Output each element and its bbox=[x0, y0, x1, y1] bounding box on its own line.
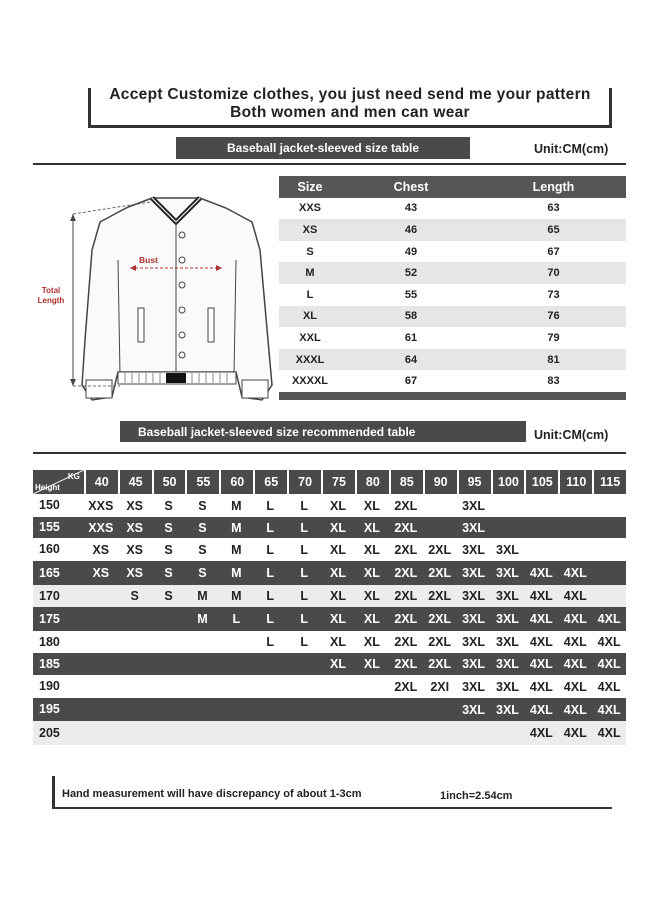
rec-table-cell: S bbox=[198, 520, 207, 535]
rec-table-cell: 4XL bbox=[529, 702, 553, 717]
size-table-cell: 67 bbox=[547, 245, 560, 258]
total-length-line-2: Length bbox=[37, 296, 65, 305]
corner-height-label: Height bbox=[35, 483, 60, 492]
rec-table-cell: 4XL bbox=[529, 612, 553, 626]
size-table-cell: 73 bbox=[547, 288, 560, 301]
size-table-banner: Baseball jacket-sleeved size table bbox=[176, 137, 470, 159]
rec-table-row bbox=[33, 538, 626, 561]
rec-table-height-cell: 155 bbox=[39, 520, 60, 534]
rec-table-cell: 2XL bbox=[394, 542, 418, 557]
rec-table-cell: L bbox=[300, 542, 308, 557]
rec-table-height-cell: 195 bbox=[39, 702, 60, 716]
rec-table-cell: 3XL bbox=[496, 635, 519, 649]
size-table-cell: 49 bbox=[404, 245, 418, 258]
rec-table-cell: 3XL bbox=[462, 520, 486, 535]
size-table-cell: L bbox=[306, 288, 314, 301]
rec-table-weight-header: 55 bbox=[185, 470, 219, 494]
rec-table-cell: 4XL bbox=[563, 589, 587, 603]
size-table-cell: 46 bbox=[404, 223, 418, 236]
rec-table-cell: XL bbox=[363, 657, 380, 671]
rec-table-weight-header: 100 bbox=[491, 470, 525, 494]
rec-table-height-cell: 175 bbox=[39, 612, 60, 626]
rec-table-height-cell: 170 bbox=[39, 589, 60, 603]
size-table-cell: 67 bbox=[404, 375, 418, 388]
size-table-cell: 76 bbox=[547, 310, 560, 323]
rec-table-cell: L bbox=[300, 612, 308, 626]
rec-table-cell: 2XL bbox=[394, 520, 418, 535]
rec-table-cell: 4XL bbox=[597, 702, 621, 717]
rec-table-weight-header: 110 bbox=[558, 470, 592, 494]
rec-table-cell: 3XL bbox=[496, 702, 519, 717]
rec-table-cell: 4XL bbox=[597, 679, 621, 694]
size-table-row bbox=[279, 327, 626, 349]
rec-table-weight-header: 85 bbox=[389, 470, 423, 494]
rec-table-cell: 4XL bbox=[563, 679, 587, 694]
size-table-row bbox=[279, 284, 626, 306]
rec-table-cell: 2XL bbox=[428, 589, 452, 603]
rec-table-cell: L bbox=[300, 635, 308, 649]
rec-table-weight-header: 90 bbox=[423, 470, 457, 494]
rec-table-cell: 3XL bbox=[496, 679, 519, 694]
rec-table-cell: XL bbox=[330, 520, 347, 535]
size-table-row bbox=[279, 349, 626, 371]
rec-table-cell: XS bbox=[126, 498, 144, 513]
rec-table-weight-header: 95 bbox=[457, 470, 491, 494]
rec-table-cell: 2XL bbox=[394, 657, 418, 671]
rec-table-cell: 2XL bbox=[428, 657, 452, 671]
size-table-cell: XXXL bbox=[295, 353, 325, 366]
rec-table-cell: 3XL bbox=[462, 702, 486, 717]
rec-table-row bbox=[33, 631, 626, 653]
header-line-1: Accept Customize clothes, you just need send me your pattern bbox=[109, 86, 591, 103]
size-table-col-header: Length bbox=[532, 179, 575, 194]
size-table-cell: 70 bbox=[547, 267, 560, 280]
footer-note: Hand measurement will have discrepancy of about 1-3cm bbox=[62, 788, 362, 800]
rec-table-cell: S bbox=[164, 520, 173, 535]
rec-table-cell: L bbox=[300, 520, 308, 535]
rec-table-corner bbox=[33, 470, 84, 494]
rec-table-cell: 2XL bbox=[394, 566, 418, 580]
rec-table-row bbox=[33, 698, 626, 721]
rec-table-cell: 4XL bbox=[529, 566, 553, 580]
rec-table-cell: XL bbox=[330, 657, 347, 671]
rec-table-cell: 4XL bbox=[597, 635, 621, 649]
rec-table-cell: 3XL bbox=[496, 657, 519, 671]
rec-table-cell: S bbox=[198, 566, 207, 580]
size-table-cell: 61 bbox=[404, 331, 418, 344]
rec-table-cell: L bbox=[300, 498, 308, 513]
rec-table-cell: 2XL bbox=[428, 542, 452, 557]
bust-label: Bust bbox=[139, 255, 158, 265]
rec-table-banner: Baseball jacket-sleeved size recommended table bbox=[120, 421, 526, 442]
rec-table-weight-header: 50 bbox=[152, 470, 186, 494]
total-length-label bbox=[33, 286, 69, 306]
size-table-row bbox=[279, 262, 626, 284]
rec-table-cell: 2XL bbox=[394, 498, 418, 513]
size-table-cell: 52 bbox=[404, 267, 418, 280]
rec-table-cell: L bbox=[266, 566, 275, 580]
rec-table-row bbox=[33, 607, 626, 631]
rec-table-cell: M bbox=[231, 520, 242, 535]
size-table-cell: XXL bbox=[299, 331, 321, 344]
rec-table-weight-header: 80 bbox=[355, 470, 389, 494]
rec-table-cell: XL bbox=[363, 589, 380, 603]
rec-table-cell: XL bbox=[363, 542, 380, 557]
rec-table-cell: S bbox=[130, 589, 139, 603]
rec-table-cell: 2XL bbox=[394, 589, 418, 603]
rec-table-row bbox=[33, 517, 626, 538]
size-table-cell: 79 bbox=[547, 331, 560, 344]
rec-table-cell: 3XL bbox=[496, 589, 519, 603]
rec-table-cell: XL bbox=[330, 542, 347, 557]
rec-table-cell: 4XL bbox=[563, 635, 587, 649]
rec-table-cell: 3XL bbox=[496, 566, 519, 580]
rec-table-weight-header: 65 bbox=[253, 470, 287, 494]
rec-table-cell: 4XL bbox=[563, 726, 587, 740]
size-table-cell: 43 bbox=[404, 202, 418, 215]
size-table-cell: 81 bbox=[547, 353, 560, 366]
rec-table-cell: S bbox=[164, 566, 173, 580]
rec-table-cell: XS bbox=[126, 542, 144, 557]
rec-table-height-cell: 150 bbox=[39, 498, 60, 512]
rec-table-weight-header: 60 bbox=[219, 470, 253, 494]
rec-table-cell: 3XL bbox=[496, 612, 519, 626]
size-table-col-header: Size bbox=[297, 179, 323, 194]
size-table-cell: XS bbox=[302, 223, 318, 236]
rec-table-height-cell: 165 bbox=[39, 566, 60, 580]
rec-table-row bbox=[33, 494, 626, 517]
divider bbox=[33, 452, 626, 454]
size-table-cell: 65 bbox=[547, 223, 560, 236]
rec-table-cell: XL bbox=[363, 566, 380, 580]
rec-table-cell: M bbox=[231, 566, 242, 580]
rec-table-cell: XL bbox=[363, 520, 380, 535]
size-table-footer-bar bbox=[279, 392, 626, 400]
rec-table-cell: S bbox=[164, 498, 173, 513]
rec-table-cell: XXS bbox=[88, 498, 114, 513]
rec-table-cell: M bbox=[231, 498, 242, 513]
rec-table-cell: L bbox=[266, 589, 275, 603]
rec-table-cell: XL bbox=[330, 589, 347, 603]
rec-table-weight-header: 115 bbox=[592, 470, 626, 494]
rec-table-weight-header: 75 bbox=[321, 470, 355, 494]
rec-table-cell: XS bbox=[126, 520, 144, 535]
size-table-cell: 64 bbox=[404, 353, 418, 366]
rec-table-row bbox=[33, 561, 626, 585]
size-table-cell: 55 bbox=[404, 288, 418, 301]
rec-table-cell: L bbox=[300, 589, 308, 603]
rec-table-cell: XL bbox=[330, 635, 347, 649]
rec-table-cell: L bbox=[266, 520, 275, 535]
rec-table-cell: L bbox=[266, 635, 275, 649]
rec-table-cell: 2XL bbox=[394, 635, 418, 649]
rec-table-row bbox=[33, 721, 626, 745]
rec-table-cell: 2XL bbox=[428, 612, 452, 626]
rec-table-cell: XS bbox=[92, 566, 110, 580]
size-table-header bbox=[279, 176, 626, 198]
rec-table-cell: 4XL bbox=[529, 635, 553, 649]
rec-table-cell: 2XL bbox=[428, 566, 452, 580]
size-table-cell: M bbox=[305, 267, 315, 280]
size-table bbox=[279, 176, 626, 400]
rec-table-cell: L bbox=[266, 612, 275, 626]
rec-table-cell: XL bbox=[330, 498, 347, 513]
rec-table-height-cell: 205 bbox=[39, 726, 60, 740]
rec-table-weight-header: 45 bbox=[118, 470, 152, 494]
rec-table-cell: 4XL bbox=[597, 657, 621, 671]
rec-table-cell: 3XL bbox=[462, 566, 486, 580]
rec-table-row bbox=[33, 653, 626, 675]
rec-table-cell: 4XL bbox=[563, 657, 587, 671]
size-table-row bbox=[279, 198, 626, 220]
corner-kg-label: KG bbox=[67, 472, 80, 481]
rec-table-cell: 3XL bbox=[462, 542, 486, 557]
size-table-cell: XL bbox=[302, 310, 318, 323]
size-table-unit: Unit:CM(cm) bbox=[534, 142, 609, 156]
rec-table-cell: S bbox=[164, 589, 173, 603]
header-line-2: Both women and men can wear bbox=[230, 104, 470, 121]
rec-table-weight-header: 105 bbox=[524, 470, 558, 494]
rec-table-cell: XL bbox=[363, 612, 380, 626]
rec-table-cell: 3XL bbox=[462, 612, 486, 626]
size-table-cell: 58 bbox=[404, 310, 418, 323]
size-table-cell: XXS bbox=[298, 202, 321, 215]
rec-table bbox=[33, 470, 626, 745]
size-table-row bbox=[279, 241, 626, 263]
size-table-cell: 63 bbox=[547, 202, 560, 215]
size-table-row bbox=[279, 219, 626, 241]
size-table-row bbox=[279, 306, 626, 328]
rec-table-height-cell: 190 bbox=[39, 679, 60, 693]
rec-table-cell: 3XL bbox=[496, 542, 519, 557]
rec-table-height-cell: 160 bbox=[39, 542, 60, 556]
rec-table-cell: M bbox=[197, 612, 208, 626]
rec-table-unit: Unit:CM(cm) bbox=[534, 428, 609, 442]
rec-table-cell: 3XL bbox=[462, 679, 486, 694]
rec-table-cell: XS bbox=[92, 542, 110, 557]
rec-table-cell: L bbox=[266, 498, 275, 513]
rec-table-weight-header: 40 bbox=[84, 470, 118, 494]
rec-table-cell: XXS bbox=[88, 520, 114, 535]
rec-table-weight-header: 70 bbox=[287, 470, 321, 494]
rec-table-height-cell: 180 bbox=[39, 635, 60, 649]
rec-table-height-cell: 185 bbox=[39, 657, 60, 671]
rec-table-cell: S bbox=[198, 498, 207, 513]
rec-table-cell: 2XL bbox=[394, 612, 418, 626]
total-length-line-1: Total bbox=[41, 286, 61, 295]
rec-table-cell: XL bbox=[363, 635, 380, 649]
rec-table-cell: 2XL bbox=[428, 635, 452, 649]
rec-table-cell: M bbox=[197, 589, 208, 603]
rec-table-cell: 2XL bbox=[394, 679, 418, 694]
rec-table-cell: 4XL bbox=[529, 589, 553, 603]
rec-table-cell: L bbox=[266, 542, 275, 557]
rec-table-cell: L bbox=[232, 612, 241, 626]
rec-table-cell: XL bbox=[330, 566, 347, 580]
rec-table-cell: 4XL bbox=[563, 566, 587, 580]
rec-table-cell: 4XL bbox=[529, 657, 553, 671]
rec-table-cell: 4XL bbox=[529, 679, 553, 694]
rec-table-cell: XS bbox=[126, 566, 144, 580]
rec-table-cell: S bbox=[164, 542, 173, 557]
size-table-cell: S bbox=[306, 245, 314, 258]
size-table-cell: XXXXL bbox=[291, 375, 329, 388]
rec-table-cell: 3XL bbox=[462, 498, 486, 513]
rec-table-cell: 4XL bbox=[563, 702, 587, 717]
rec-table-cell: 4XL bbox=[597, 612, 621, 626]
rec-table-cell: 3XL bbox=[462, 589, 486, 603]
rec-table-row bbox=[33, 585, 626, 607]
rec-table-cell: 3XL bbox=[462, 635, 486, 649]
size-table-col-header: Chest bbox=[393, 179, 429, 194]
rec-table-cell: 3XL bbox=[462, 657, 486, 671]
rec-table-cell: 4XL bbox=[529, 726, 553, 740]
size-table-cell: 83 bbox=[547, 375, 560, 388]
rec-table-cell: 2XI bbox=[430, 679, 450, 694]
rec-table-cell: S bbox=[198, 542, 207, 557]
rec-table-cell: XL bbox=[363, 498, 380, 513]
rec-table-cell: XL bbox=[330, 612, 347, 626]
divider bbox=[33, 163, 626, 165]
rec-table-cell: L bbox=[300, 566, 308, 580]
rec-table-header bbox=[33, 470, 626, 494]
rec-table-cell: M bbox=[231, 542, 242, 557]
rec-table-cell: M bbox=[231, 589, 242, 603]
size-table-row bbox=[279, 370, 626, 392]
rec-table-cell: 4XL bbox=[597, 726, 621, 740]
footer-conversion: 1inch=2.54cm bbox=[440, 790, 513, 802]
rec-table-cell: 4XL bbox=[563, 612, 587, 626]
rec-table-row bbox=[33, 675, 626, 698]
